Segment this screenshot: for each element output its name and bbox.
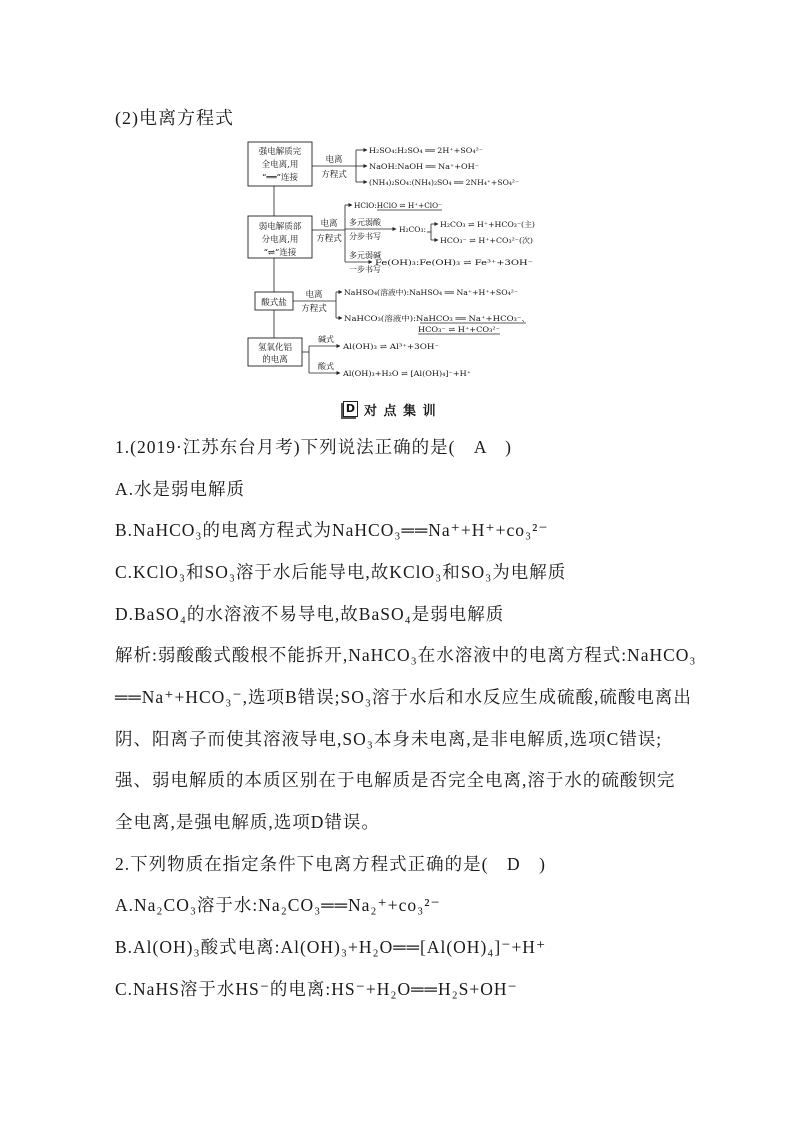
q2-stem: 2.下列物质在指定条件下电离方程式正确的是( D ): [115, 853, 546, 874]
aluminum-box-line-1: 氢氧化铝: [257, 343, 293, 353]
acid-salt-eq-nahso4: NaHSO₄(溶液中):NaHSO₄ ══ Na⁺+H⁺+SO₄²⁻: [344, 288, 519, 297]
q2-option-b: B.Al(OH)₃酸式电离:Al(OH)₃+H₂O══[Al(OH)₄]⁻+H⁺: [115, 936, 547, 957]
acid-salt-label-top: 电离: [305, 290, 323, 300]
section-badge: D: [343, 401, 358, 417]
strong-label-top: 电离: [325, 155, 343, 165]
aluminum-acidic-eq: Al(OH)₃+H₂O ⇌ [Al(OH)₄]⁻+H⁺: [341, 369, 472, 378]
q1-option-c: C.KClO₃和SO₃溶于水后能导电,故KClO₃和SO₃为电解质: [115, 561, 567, 582]
polyacid-label-bottom: 分步书写: [349, 232, 381, 241]
strong-eq-nh4so4: (NH₄)₂SO₄:(NH₄)₂SO₄ ══ 2NH₄⁺+SO₄²⁻: [369, 178, 520, 187]
question-body: [115, 427, 697, 1010]
acid-salt-eq-nahco3: NaHCO₃(溶液中):NaHCO₃ ══ Na⁺+HCO₃⁻、: [344, 314, 530, 323]
weak-eq-hclo: HClO:HClO ⇌ H⁺+ClO⁻: [354, 201, 443, 210]
ionization-equation-diagram: [240, 135, 545, 385]
weak-eq-feoh3: Fe(OH)₃:Fe(OH)₃ ⇌ Fe³⁺+3OH⁻: [375, 258, 534, 267]
q1-analysis-line-5: 全电离,是强电解质,选项D错误。: [115, 811, 380, 832]
weak-box-line-3: “⇌”连接: [263, 248, 297, 258]
strong-eq-h2so4: H₂SO₄:H₂SO₄ ══ 2H⁺+SO₄²⁻: [369, 146, 484, 155]
h2co3-step-2: HCO₃⁻ ⇌ H⁺+CO₃²⁻(次): [440, 236, 534, 245]
aluminum-acidic-label: 酸式: [318, 362, 334, 371]
weak-box-line-1: 弱电解质部: [258, 222, 302, 232]
aluminum-basic-label: 碱式: [318, 335, 334, 344]
acid-salt-eq-hco3: HCO₃⁻ ⇌ H⁺+CO₃²⁻: [418, 325, 501, 334]
strong-box-line-1: 强电解质完: [258, 147, 302, 157]
strong-label-bottom: 方程式: [321, 170, 347, 180]
polyacid-label-top: 多元弱酸: [349, 218, 381, 227]
section-title: 对 点 集 训: [364, 403, 437, 419]
q1-option-b: B.NaHCO₃的电离方程式为NaHCO₃══Na⁺+H⁺+co₃²⁻: [115, 520, 549, 541]
q1-analysis-line-3: 阴、阳离子而使其溶液导电,SO₃本身未电离,是非电解质,选项C错误;: [115, 728, 663, 749]
section-subheading: (2)电离方程式: [115, 108, 234, 128]
q1-option-a: A.水是弱电解质: [115, 478, 246, 499]
q1-analysis-line-2: ══Na⁺+HCO₃⁻,选项B错误;SO₃溶于水后和水反应生成硫酸,硫酸电离出: [115, 686, 692, 707]
polybase-label-top: 多元弱碱: [349, 251, 381, 260]
weak-box-line-2: 分电离,用: [261, 235, 299, 245]
q1-stem: 1.(2019·江苏东台月考)下列说法正确的是( A ): [115, 437, 512, 457]
aluminum-basic-eq: Al(OH)₃ ⇌ Al³⁺+3OH⁻: [341, 342, 440, 351]
weak-label-top: 电离: [320, 219, 338, 229]
aluminum-box-line-2: 的电离: [262, 355, 288, 365]
h2co3-prefix: H₂CO₃:: [399, 225, 426, 234]
strong-box-line-3: “══”连接: [262, 173, 298, 183]
acid-salt-box-label: 酸式盐: [261, 298, 287, 308]
acid-salt-label-bottom: 方程式: [301, 304, 327, 314]
q1-analysis-line-4: 强、弱电解质的本质区别在于电解质是否完全电离,溶于水的硫酸钡完: [115, 770, 676, 791]
q1-option-d: D.BaSO₄的水溶液不易导电,故BaSO₄是弱电解质: [115, 603, 505, 624]
q2-option-c: C.NaHS溶于水HS⁻的电离:HS⁻+H₂O══H₂S+OH⁻: [115, 978, 518, 999]
polybase-label-bottom: 一步书写: [349, 265, 381, 274]
h2co3-step-1: H₂CO₃ ⇌ H⁺+HCO₃⁻(主): [440, 220, 536, 229]
q1-analysis-line-1: 解析:弱酸酸式酸根不能拆开,NaHCO₃在水溶液中的电离方程式:NaHCO₃: [115, 645, 697, 666]
strong-box-line-2: 全电离,用: [261, 160, 299, 170]
strong-eq-naoh: NaOH:NaOH ══ Na⁺+OH⁻: [369, 162, 480, 171]
weak-label-bottom: 方程式: [316, 234, 342, 244]
q2-option-a: A.Na₂CO₃溶于水:Na₂CO₃══Na₂⁺+co₃²⁻: [115, 895, 441, 916]
practice-section-header: [343, 400, 437, 418]
